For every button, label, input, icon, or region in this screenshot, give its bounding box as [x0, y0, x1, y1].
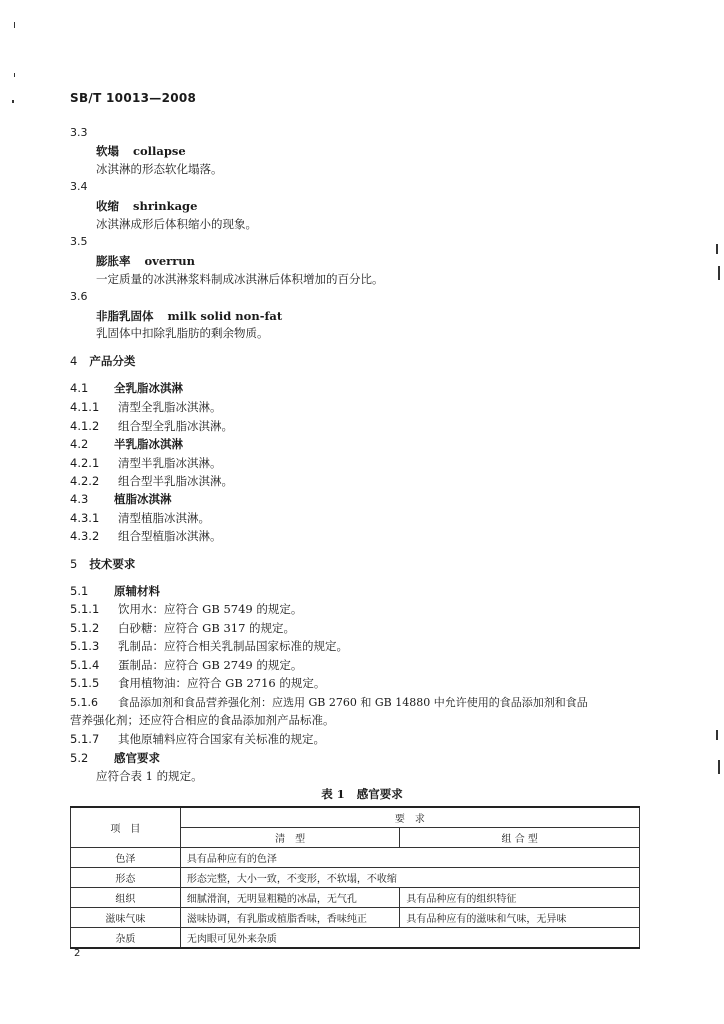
clause-item: 5.1.5 食用植物油：应符合 GB 2716 的规定。	[70, 676, 326, 690]
standard-code-header: SB/T 10013—2008	[70, 91, 197, 105]
clause-item: 4.3.1 清型植脂冰淇淋。	[70, 511, 210, 525]
clause-text: 应符合表 1 的规定。	[96, 769, 203, 783]
column-header-clear-type: 清 型	[180, 828, 400, 848]
table-row	[71, 928, 640, 949]
table-cell-item: 组织	[71, 888, 181, 908]
term-definition: 冰淇淋成形后体积缩小的现象。	[96, 217, 257, 231]
table-cell-combo: 具有品种应有的滋味和气味，无异味	[400, 908, 640, 928]
sensory-requirements-table	[70, 806, 640, 949]
table-row	[71, 888, 640, 908]
clause-heading: 4.1 全乳脂冰淇淋	[70, 381, 183, 395]
clause-item: 5.1.6 食品添加剂和食品营养强化剂：应选用 GB 2760 和 GB 14880 中允许使用的食品添加剂和食品	[70, 696, 588, 709]
table-row	[71, 908, 640, 928]
clause-item: 5.1.1 饮用水：应符合 GB 5749 的规定。	[70, 602, 303, 616]
clause-heading: 4.2 半乳脂冰淇淋	[70, 437, 183, 451]
clause-continuation: 营养强化剂；还应符合相应的食品添加剂产品标准。	[70, 713, 335, 727]
term-title: 软塌 collapse	[96, 144, 186, 158]
table-cell-item: 滋味气味	[71, 908, 181, 928]
term-number: 3.3	[70, 126, 88, 139]
term-number: 3.4	[70, 180, 88, 193]
term-definition: 乳固体中扣除乳脂肪的剩余物质。	[96, 326, 269, 340]
clause-item: 5.1.4 蛋制品：应符合 GB 2749 的规定。	[70, 658, 303, 672]
clause-item: 4.3.2 组合型植脂冰淇淋。	[70, 529, 222, 543]
clause-item: 4.2.1 清型半乳脂冰淇淋。	[70, 456, 222, 470]
scan-edge-mark	[12, 100, 14, 103]
clause-item: 5.1.3 乳制品：应符合相关乳制品国家标准的规定。	[70, 639, 348, 653]
term-definition: 一定质量的冰淇淋浆料制成冰淇淋后体积增加的百分比。	[96, 272, 384, 286]
clause-item: 5.1.7 其他原辅料应符合国家有关标准的规定。	[70, 732, 325, 746]
table-row	[71, 868, 640, 888]
term-definition: 冰淇淋的形态软化塌落。	[96, 162, 223, 176]
clause-heading: 5.2 感官要求	[70, 751, 160, 765]
clause-item: 4.1.1 清型全乳脂冰淇淋。	[70, 400, 222, 414]
clause-item: 5.1.2 白砂糖：应符合 GB 317 的规定。	[70, 621, 296, 635]
table-cell-item: 形态	[71, 868, 181, 888]
scan-edge-mark	[718, 266, 720, 280]
table-cell-combo: 具有品种应有的组织特征	[400, 888, 640, 908]
table-cell-item: 杂质	[71, 928, 181, 949]
column-header-combo-type: 组 合 型	[400, 828, 640, 848]
clause-heading: 4.3 植脂冰淇淋	[70, 492, 172, 506]
section-heading: 4 产品分类	[70, 354, 136, 368]
table-cell-requirement: 形态完整，大小一致，不变形，不软塌，不收缩	[180, 868, 639, 888]
column-header-item: 项 目	[71, 807, 181, 848]
scan-edge-mark	[14, 22, 15, 28]
table-cell-item: 色泽	[71, 848, 181, 868]
term-title: 膨胀率 overrun	[96, 254, 196, 268]
scan-edge-mark	[716, 244, 718, 254]
clause-item: 4.1.2 组合型全乳脂冰淇淋。	[70, 419, 233, 433]
table-cell-clear: 细腻滑润，无明显粗糙的冰晶，无气孔	[180, 888, 400, 908]
scan-edge-mark	[14, 73, 15, 77]
table-row	[71, 848, 640, 868]
section-heading: 5 技术要求	[70, 557, 136, 571]
column-header-requirements: 要 求	[180, 807, 639, 828]
term-number: 3.6	[70, 290, 88, 303]
clause-heading: 5.1 原辅材料	[70, 584, 160, 598]
scan-edge-mark	[716, 730, 718, 740]
term-title: 非脂乳固体 milk solid non-fat	[96, 309, 283, 323]
page-number: 2	[74, 948, 81, 959]
table-cell-clear: 滋味协调，有乳脂或植脂香味，香味纯正	[180, 908, 400, 928]
table-header-row	[71, 807, 640, 828]
term-number: 3.5	[70, 235, 88, 248]
clause-item: 4.2.2 组合型半乳脂冰淇淋。	[70, 474, 233, 488]
table-cell-requirement: 具有品种应有的色泽	[180, 848, 639, 868]
table-caption: 表 1 感官要求	[321, 787, 403, 801]
table-cell-requirement: 无肉眼可见外来杂质	[180, 928, 639, 949]
term-title: 收缩 shrinkage	[96, 199, 198, 213]
scan-edge-mark	[718, 760, 720, 774]
